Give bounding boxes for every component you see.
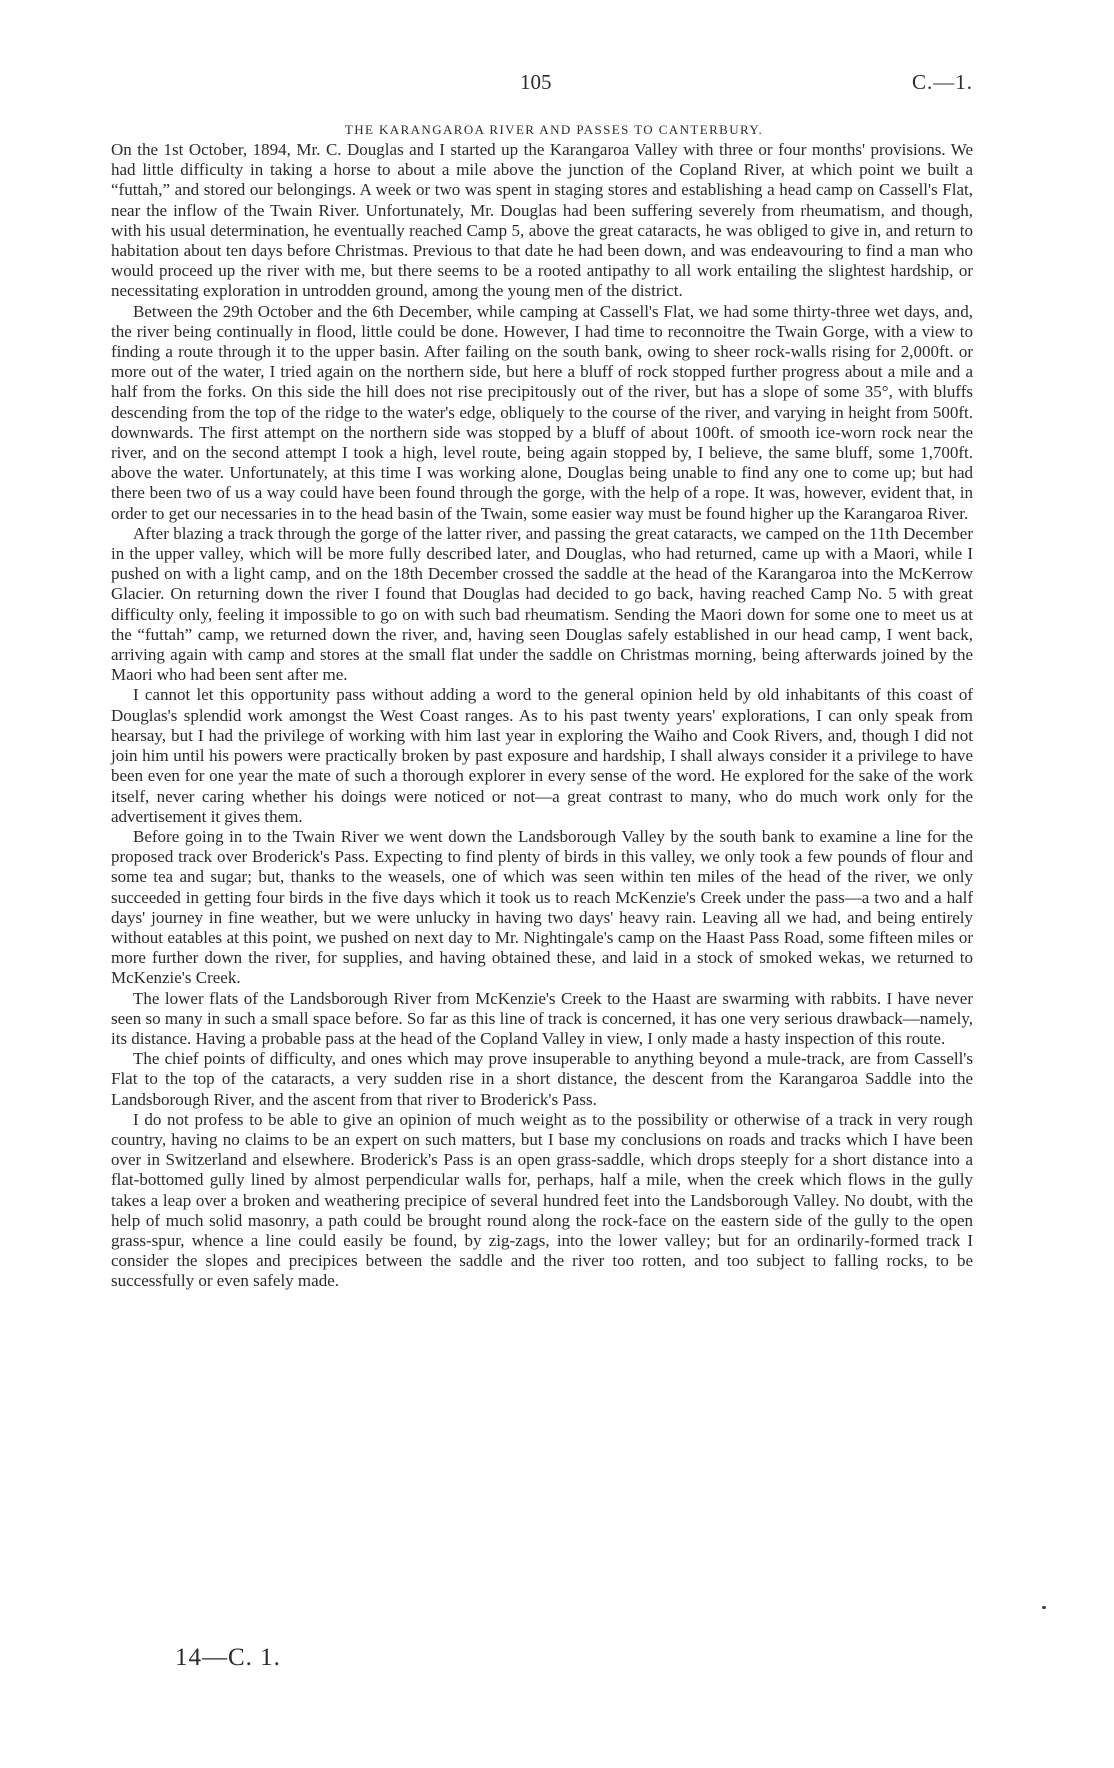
page-number: 105 [520,70,552,94]
paragraph: I do not profess to be able to give an opinion of much weight as to the possibility or otherwise of a track in very rough country, having no claims to be an expert on such matters, but I base my conclusions on roads and tracks which I have been over in Switzerland and elsewhere. Broderick's Pass is an open grass-saddle, which drops steeply for a short distance into a flat-bottomed gully lined by almost perpendicular walls for, perhaps, half a mile, when the creek which flows in the gully takes a leap over a broken and weathering precipice of several hundred feet into the Landsborough Valley. No doubt, with the help of much solid masonry, a path could be brought round along the rock-face on the eastern side of the gully to the open grass-spur, whence a line could easily be found, by zig-zags, into the lower valley; but for an ordinarily-formed track I consider the slopes and precipices between the saddle and the river too rotten, and too subject to falling rocks, to be successfully or even safely made. [111,1109,973,1291]
ink-speck [1042,1606,1046,1609]
paragraph: On the 1st October, 1894, Mr. C. Douglas and I started up the Karangaroa Valley with three or four months' provisions. We had little difficulty in taking a horse to about a mile above the junction of the Copland River, at which point we built a “futtah,” and stored our belongings. A week or two was spent in staging stores and establishing a head camp on Cassell's Flat, near the inflow of the Twain River. Unfortunately, Mr. Douglas had been suffering severely from rheumatism, and though, with his usual determination, he eventually reached Camp 5, above the great cataracts, he was obliged to give in, and return to habitation about ten days before Christmas. Previous to that date he had been down, and was endeavouring to find a man who would proceed up the river with me, but there seems to be a rooted antipathy to all work entailing the slightest hardship, or necessitating exploration in untrodden ground, among the young men of the district. [111,140,973,301]
paragraph: Between the 29th October and the 6th December, while camping at Cassell's Flat, we had some thirty-three wet days, and, the river being continually in flood, little could be done. However, I had time to reconnoitre the Twain Gorge, with a view to finding a route through it to the upper basin. After failing on the south bank, owing to sheer rock-walls rising for 2,000ft. or more out of the water, I tried again on the northern side, but here a bluff of rock stopped further progress about a mile and a half from the forks. On this side the hill does not rise precipitously out of the river, but has a slope of some 35°, with bluffs descending from the top of the ridge to the water's edge, obliquely to the course of the river, and varying in height from 500ft. downwards. The first attempt on the northern side was stopped by a bluff of about 100ft. of smooth ice-worn rock near the river, and on the second attempt I took a high, level route, being again stopped by, I believe, the same bluff, some 1,700ft. above the water. Unfortunately, at this time I was working alone, Douglas being unable to find any one to come up; but had there been two of us a way could have been found through the gorge, with the help of a rope. It was, however, evident that, in order to get our necessaries in to the head basin of the Twain, some easier way must be found higher up the Karangaroa River. [111,301,973,523]
body-text [111,140,973,1292]
paragraph: Before going in to the Twain River we went down the Landsborough Valley by the south bank to examine a line for the proposed track over Broderick's Pass. Expecting to find plenty of birds in this valley, we only took a few pounds of flour and some tea and sugar; but, thanks to the weasels, one of which was seen within ten miles of the head of the river, we only succeeded in getting four birds in the five days which it took us to reach McKenzie's Creek under the pass—a two and a half days' journey in fine weather, but we were unlucky in having two days' heavy rain. Leaving all we had, and being entirely without eatables at this point, we pushed on next day to Mr. Nightingale's camp on the Haast Pass Road, some fifteen miles or more further down the river, for supplies, and having obtained these, and laid in a stock of smoked wekas, we returned to McKenzie's Creek. [111,826,973,988]
paragraph: I cannot let this opportunity pass without adding a word to the general opinion held by old inhabitants of this coast of Douglas's splendid work amongst the West Coast ranges. As to his past twenty years' explorations, I can only speak from hearsay, but I had the privilege of working with him last year in exploring the Waiho and Cook Rivers, and, though I did not join him until his powers were practically broken by past exposure and hardship, I shall always consider it a privilege to have been even for one year the mate of such a thorough explorer in every sense of the word. He explored for the sake of the work itself, never caring whether his doings were noticed or not—a great contrast to many, who do much work only for the advertisement it gives them. [111,685,973,826]
paragraph: After blazing a track through the gorge of the latter river, and passing the great cataracts, we camped on the 11th December in the upper valley, which will be more fully described later, and Douglas, who had returned, came up with a Maori, while I pushed on with a light camp, and on the 18th December crossed the saddle at the head of the Karangaroa into the McKerrow Glacier. On returning down the river I found that Douglas had decided to go back, having reached Camp No. 5 with great difficulty only, feeling it impossible to go on with such bad rheumatism. Sending the Maori down for some one to meet us at the “futtah” camp, we returned down the river, and, having seen Douglas safely established in our head camp, I went back, arriving again with camp and stores at the small flat under the saddle on Christmas morning, being afterwards joined by the Maori who had been sent after me. [111,523,973,685]
paragraph: The chief points of difficulty, and ones which may prove insuperable to anything beyond a mule-track, are from Cassell's Flat to the top of the cataracts, a very sudden rise in a short distance, the descent from the Karangaroa Saddle into the Landsborough River, and the ascent from that river to Broderick's Pass. [111,1049,973,1109]
signature-mark: 14—C. 1. [175,1644,281,1671]
section-title: THE KARANGAROA RIVER AND PASSES TO CANTERBURY. [344,122,764,137]
page-header [0,70,1114,100]
paragraph: The lower flats of the Landsborough River from McKenzie's Creek to the Haast are swarming with rabbits. I have never seen so many in such a small space before. So far as this line of track is concerned, it has one very serious drawback—namely, its distance. Having a probable pass at the head of the Copland Valley in view, I only made a hasty inspection of this route. [111,988,973,1048]
page-reference: C.—1. [912,70,974,94]
